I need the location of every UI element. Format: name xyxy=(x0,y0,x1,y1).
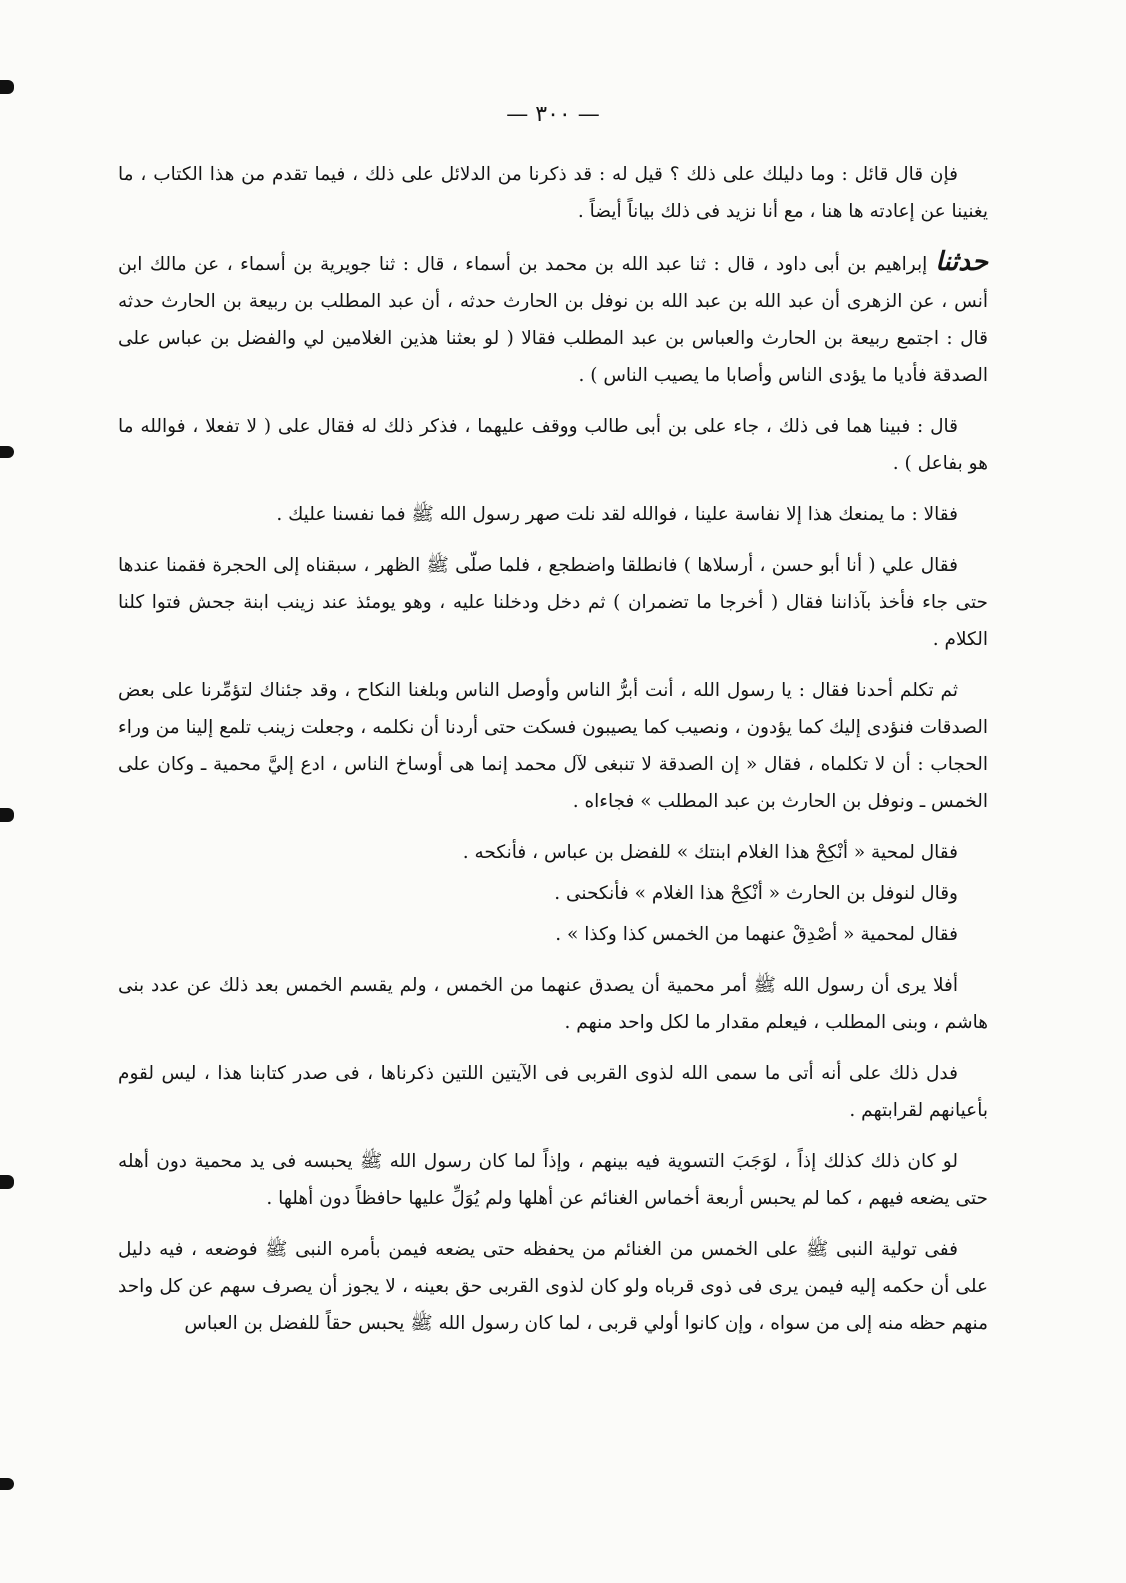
paragraph: فإن قال قائل : وما دليلك على ذلك ؟ قيل له : قد ذكرنا من الدلائل على ذلك ، فيما تقدم من هذا الكتاب ، ما يغنينا عن إعادته ها هنا ، مع أنا نزيد فى ذلك بياناً أيضاً . xyxy=(118,164,988,222)
paragraph: لو كان ذلك كذلك إذاً ، لوَجَبَ التسوية فيه بينهم ، وإذاً لما كان رسول الله ﷺ يحبسه فى يد محمية دون أهله حتى يضعه فيهم ، كما لم يحبس أربعة أخماس الغنائم عن أهلها ولم يُوَلِّ عليها حافظاً دون أهلها . xyxy=(118,1151,988,1209)
binding-mark xyxy=(0,80,14,94)
paragraph-text: إبراهيم بن أبى داود ، قال : ثنا عبد الله بن محمد بن أسماء ، قال : ثنا جويرية بن أسماء ، عن مالك ابن أنس ، عن الزهرى أن عبد الله بن عبد الله بن نوفل بن الحارث حدثه ، أن عبد المطلب بن ربيعة بن الحارث حدثه قال : اجتمع ربيعة بن الحارث والعباس بن عبد المطلب فقالا ( لو بعثنا هذين الغلامين لي والفضل بن عباس على الصدقة فأديا ما يؤدى الناس وأصابا ما يصيب الناس ) . xyxy=(118,254,988,386)
body-text xyxy=(118,156,988,1356)
paragraph: وقال لنوفل بن الحارث « أنْكِحْ هذا الغلام » فأنكحنى . xyxy=(554,883,958,904)
document-page xyxy=(118,96,988,1546)
paragraph: ثم تكلم أحدنا فقال : يا رسول الله ، أنت أبرُّ الناس وأوصل الناس وبلغنا النكاح ، وقد جئناك لتؤمِّرنا على بعض الصدقات فنؤدى إليك كما يؤدون ، ونصيب كما يصيبون فسكت حتى أردنا أن نكلمه ، وجعلت زينب تلمع إلينا من وراء الحجاب : أن لا تكلماه ، فقال « إن الصدقة لا تنبغى لآل محمد إنما هى أوساخ الناس ، ادع إليَّ محمية ـ وكان على الخمس ـ ونوفل بن الحارث بن عبد المطلب » فجاءاه . xyxy=(118,680,988,812)
paragraph: قال : فبينا هما فى ذلك ، جاء على بن أبى طالب ووقف عليهما ، فذكر ذلك له فقال على ( لا تفعلا ، فوالله ما هو بفاعل ) . xyxy=(118,416,988,474)
paragraph-hadith-chain xyxy=(118,244,988,394)
binding-mark xyxy=(0,1175,14,1189)
paragraph: فقال لمحية « أنْكِحْ هذا الغلام ابنتك » للفضل بن عباس ، فأنكحه . xyxy=(462,842,958,863)
paragraph: فقال علي ( أنا أبو حسن ، أرسلاها ) فانطلقا واضطجع ، فلما صلّى ﷺ الظهر ، سبقناه إلى الحجرة فقمنا عندها حتى جاء فأخذ بآذاننا فقال ( أخرجا ما تضمران ) ثم دخل ودخلنا عليه ، وهو يومئذ عند زينب ابنة جحش فتوا كلنا الكلام . xyxy=(118,555,988,650)
paragraph: فقال لمحمية « أصْدِقْ عنهما من الخمس كذا وكذا » . xyxy=(555,924,958,945)
binding-mark xyxy=(0,446,14,458)
paragraph: أفلا يرى أن رسول الله ﷺ أمر محمية أن يصدق عنهما من الخمس ، ولم يقسم الخمس بعد ذلك عن عدد بنى هاشم ، وبنى المطلب ، فيعلم مقدار ما لكل واحد منهم . xyxy=(118,975,988,1033)
lead-word: حدثنا xyxy=(935,247,988,277)
binding-mark xyxy=(0,808,14,822)
binding-mark xyxy=(0,1478,14,1490)
paragraph: فدل ذلك على أنه أتى ما سمى الله لذوى القربى فى الآيتين اللتين ذكرناها ، فى صدر كتابنا هذا ، ليس لقوم بأعيانهم لقرابتهم . xyxy=(118,1063,988,1121)
paragraph: ففى تولية النبى ﷺ على الخمس من الغنائم من يحفظه حتى يضعه فيمن بأمره النبى ﷺ فوضعه ، فيه دليل على أن حكمه إليه فيمن يرى فى ذوى قرباه ولو كان لذوى القربى حق بعينه ، لا يجوز أن يصرف سهم عن كل واحد منهم حظه منه إلى من سواه ، وإن كانوا أولي قربى ، لما كان رسول الله ﷺ يحبس حقاً للفضل بن العباس xyxy=(118,1239,988,1334)
paragraph: فقالا : ما يمنعك هذا إلا نفاسة علينا ، فوالله لقد نلت صهر رسول الله ﷺ فما نفسنا عليك . xyxy=(276,504,958,525)
page-number: — ٣٠٠ — xyxy=(506,102,600,127)
